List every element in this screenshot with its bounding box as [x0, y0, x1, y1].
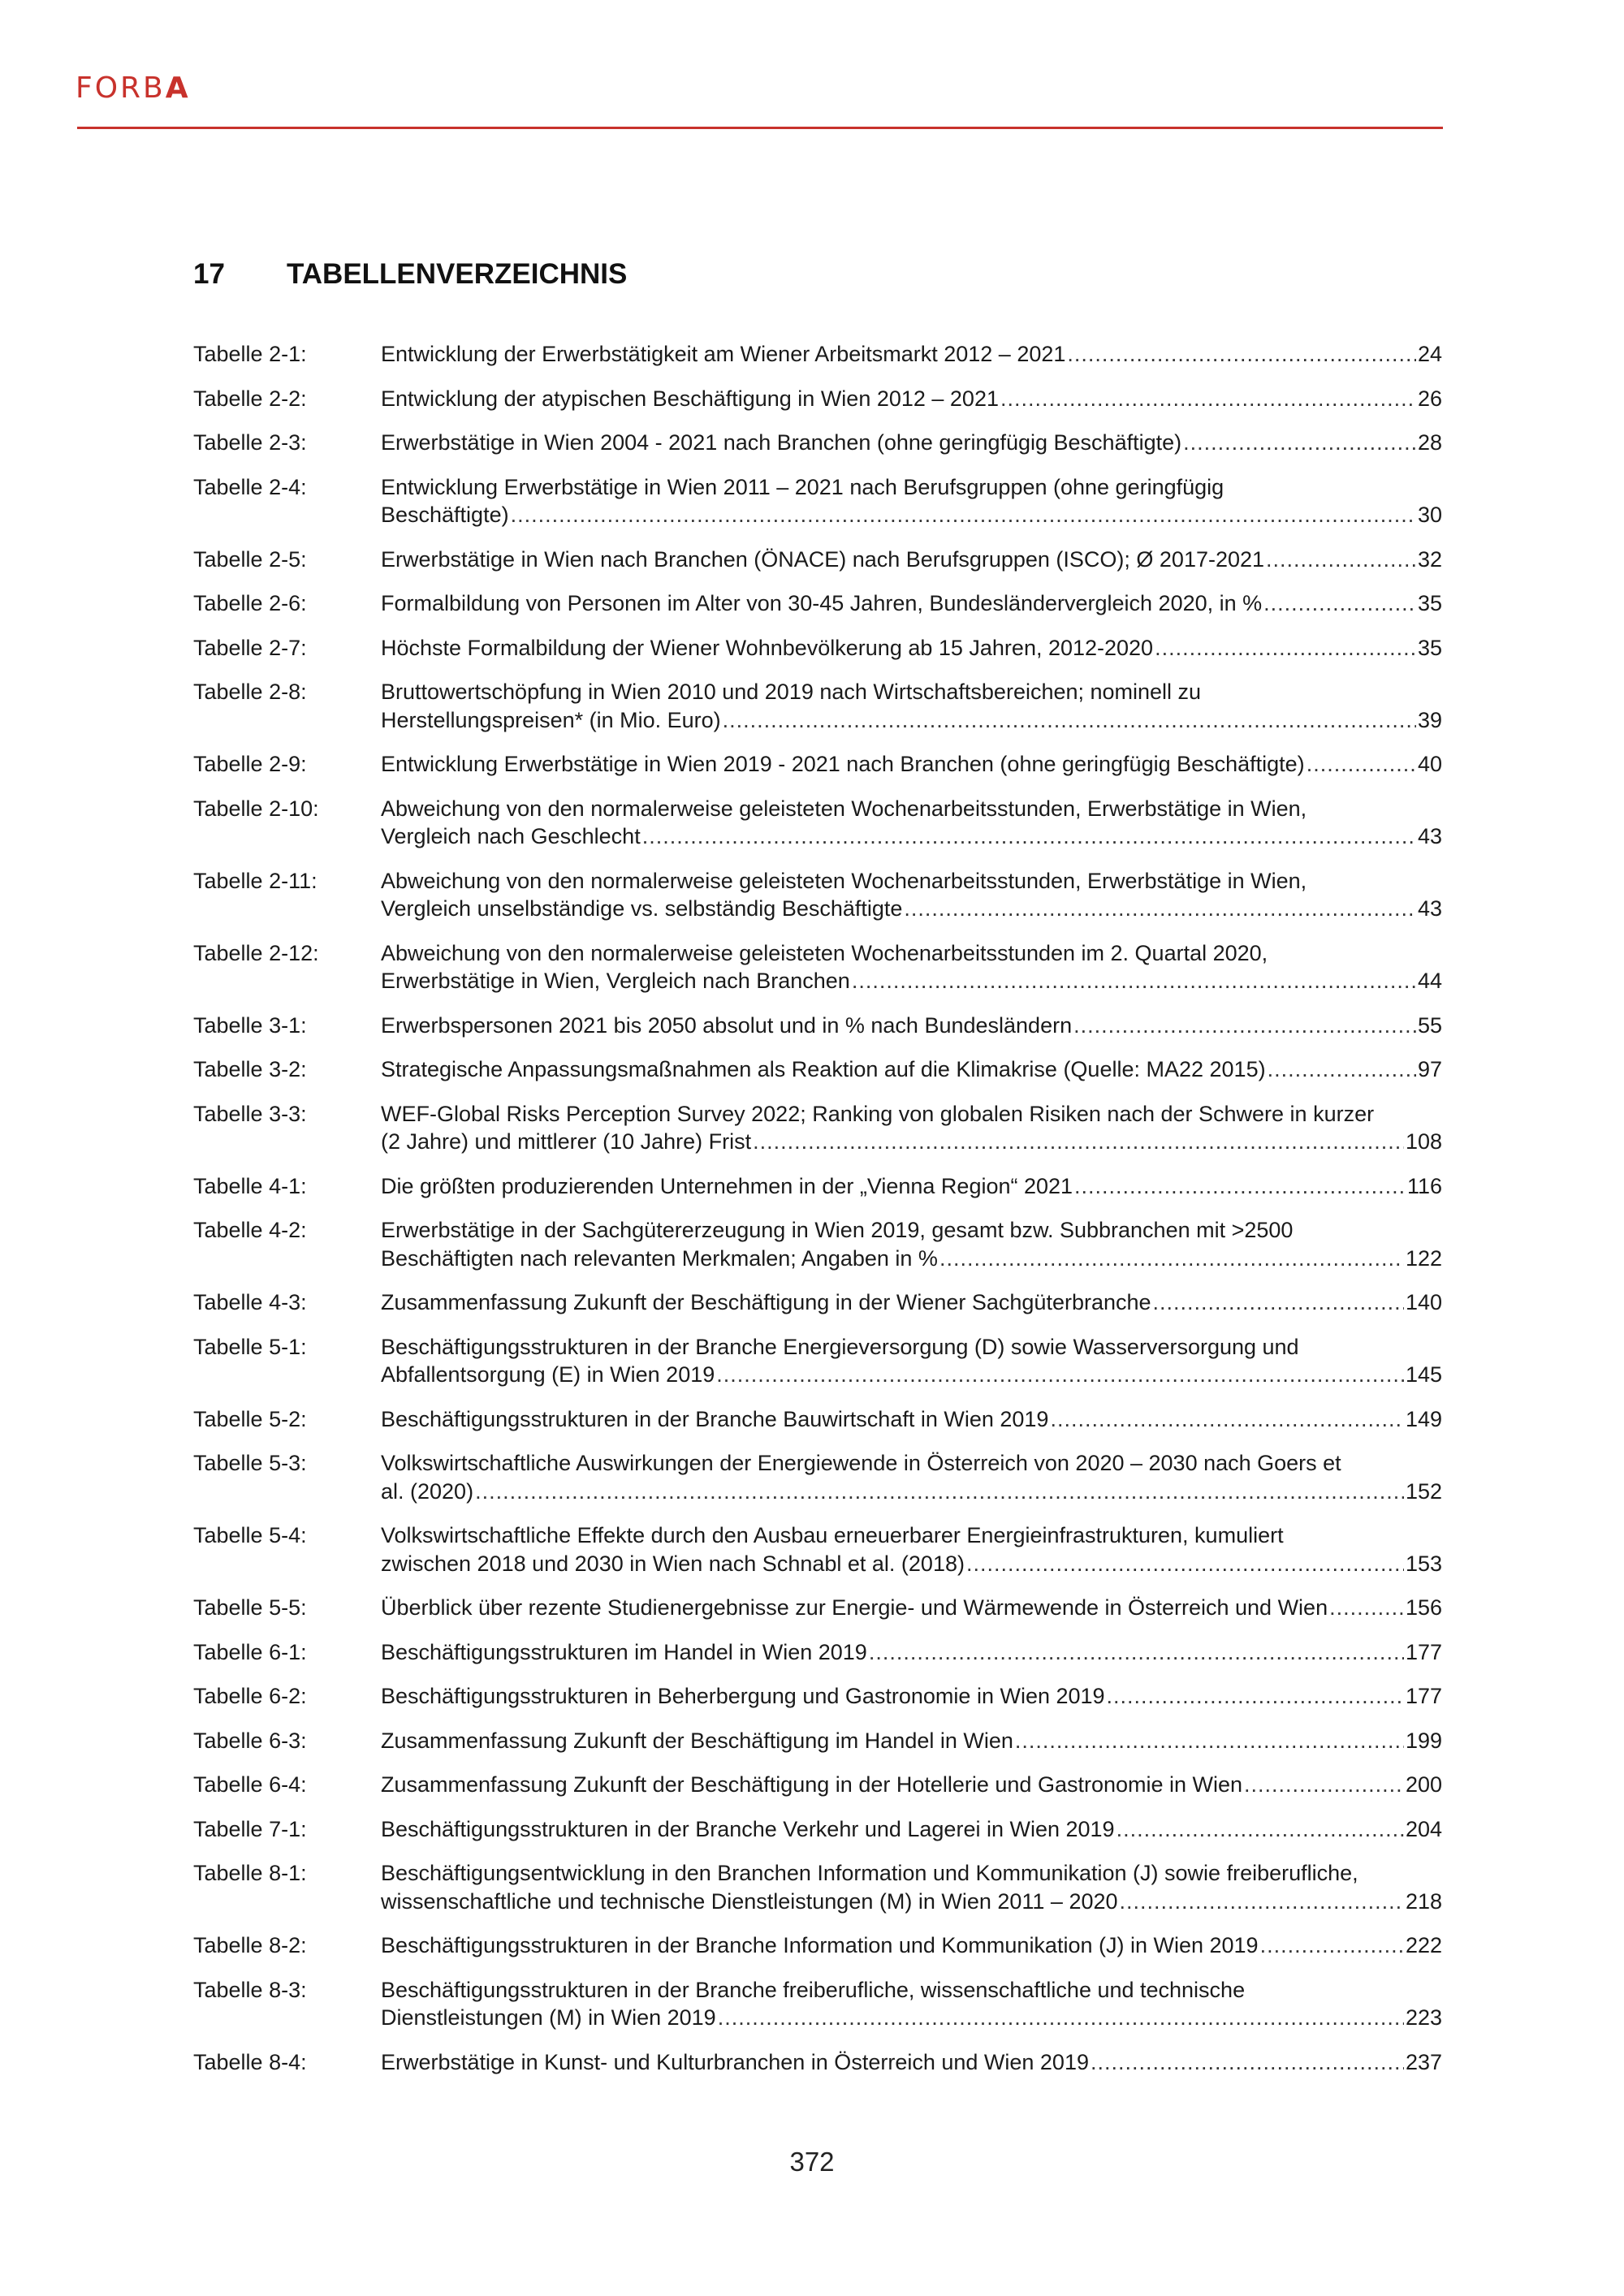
toc-entry-page[interactable]: 40 — [1417, 752, 1442, 776]
dot-leader — [1153, 1288, 1404, 1317]
toc-entry-page[interactable]: 149 — [1405, 1406, 1442, 1431]
toc-entry[interactable] — [193, 589, 1442, 618]
toc-entry-label: Tabelle 5-2: — [193, 1406, 307, 1431]
toc-entry-page[interactable]: 152 — [1405, 1478, 1442, 1504]
toc-entry[interactable] — [193, 1055, 1442, 1084]
toc-entry-title: al. (2020) — [381, 1478, 474, 1504]
toc-entry-body — [381, 429, 1442, 457]
dot-leader — [1015, 1727, 1404, 1755]
toc-entry-line — [381, 501, 1442, 529]
toc-entry-label: Tabelle 7-1: — [193, 1816, 307, 1841]
toc-entry[interactable] — [193, 1727, 1442, 1755]
toc-entry-line — [381, 822, 1442, 851]
toc-entry-page[interactable]: 32 — [1417, 546, 1442, 572]
toc-entry-label: Tabelle 5-1: — [193, 1334, 307, 1359]
toc-entry-page[interactable]: 35 — [1417, 635, 1442, 660]
toc-entry-line — [381, 1550, 1442, 1578]
toc-entry-label: Tabelle 8-2: — [193, 1933, 307, 1957]
toc-entry[interactable] — [193, 1521, 1442, 1577]
toc-entry-title: Beschäftigungsstrukturen in der Branche Verkehr und Lagerei in Wien 2019 — [381, 1816, 1115, 1841]
toc-entry-title: Vergleich nach Geschlecht — [381, 824, 641, 848]
toc-entry-label: Tabelle 2-3: — [193, 430, 307, 455]
toc-entry-title: Zusammenfassung Zukunft der Beschäftigung in der Hotellerie und Gastronomie in Wien — [381, 1772, 1243, 1797]
toc-entry-line — [381, 750, 1442, 779]
toc-entry[interactable] — [193, 1100, 1442, 1156]
toc-entry[interactable] — [193, 867, 1442, 923]
toc-entry-title: Volkswirtschaftliche Auswirkungen der Energiewende in Österreich von 2020 – 2030 nach Goers et — [381, 1451, 1341, 1475]
toc-entry-label: Tabelle 6-4: — [193, 1772, 307, 1797]
toc-entry[interactable] — [193, 1859, 1442, 1915]
toc-entry[interactable] — [193, 1216, 1442, 1272]
dot-leader — [1120, 1888, 1404, 1916]
toc-entry[interactable] — [193, 385, 1442, 413]
toc-entry-line — [381, 1128, 1442, 1156]
toc-entry[interactable] — [193, 1172, 1442, 1201]
toc-entry-title: Beschäftigungsstrukturen in der Branche Bauwirtschaft in Wien 2019 — [381, 1406, 1049, 1431]
toc-entry-page[interactable]: 140 — [1405, 1290, 1442, 1314]
page-number: 372 — [789, 2147, 835, 2177]
toc-entry-body — [381, 1288, 1442, 1317]
toc-entry-title: Volkswirtschaftliche Effekte durch den Ausbau erneuerbarer Energieinfrastrukturen, kumuliert — [381, 1523, 1284, 1547]
toc-entry[interactable] — [193, 2048, 1442, 2077]
toc-entry-body — [381, 1055, 1442, 1084]
toc-entry-page[interactable]: 28 — [1417, 430, 1442, 455]
dot-leader — [475, 1478, 1404, 1506]
toc-entry-title: Abweichung von den normalerweise geleisteten Wochenarbeitsstunden, Erwerbstätige in Wien, — [381, 868, 1307, 893]
toc-entry-page[interactable]: 145 — [1405, 1362, 1442, 1387]
toc-entry-line — [381, 867, 1442, 896]
toc-entry-body — [381, 1771, 1442, 1799]
toc-entry-body — [381, 1216, 1442, 1272]
toc-entry-title: Zusammenfassung Zukunft der Beschäftigung in der Wiener Sachgüterbranche — [381, 1290, 1151, 1314]
toc-entry-title: Entwicklung Erwerbstätige in Wien 2011 – 2021 nach Berufsgruppen (ohne geringfügig — [381, 474, 1224, 499]
toc-entry-page[interactable]: 35 — [1417, 591, 1442, 615]
toc-entry-line — [381, 1682, 1442, 1711]
toc-entry-body — [381, 1815, 1442, 1844]
toc-entry[interactable] — [193, 1638, 1442, 1667]
dot-leader — [1260, 1931, 1404, 1960]
toc-entry-title: Beschäftigungsstrukturen im Handel in Wien 2019 — [381, 1639, 867, 1664]
dot-leader — [1074, 1172, 1406, 1201]
toc-entry-label: Tabelle 2-6: — [193, 591, 307, 615]
toc-entry-line — [381, 1172, 1442, 1201]
toc-entry-label: Tabelle 5-5: — [193, 1595, 307, 1620]
toc-entry-body — [381, 1594, 1442, 1622]
dot-leader — [1000, 385, 1416, 413]
toc-entry-page[interactable]: 237 — [1405, 2049, 1442, 2074]
toc-entry-label: Tabelle 2-7: — [193, 635, 307, 660]
toc-entry-body — [381, 1100, 1442, 1156]
toc-entry-line — [381, 678, 1442, 706]
toc-entry-title: Entwicklung der Erwerbstätigkeit am Wiener Arbeitsmarkt 2012 – 2021 — [381, 342, 1066, 366]
toc-entry-body — [381, 385, 1442, 413]
toc-entry-line — [381, 1859, 1442, 1888]
dot-leader — [1116, 1815, 1404, 1844]
toc-entry-line — [381, 895, 1442, 923]
toc-entry-title: (2 Jahre) und mittlerer (10 Jahre) Frist — [381, 1129, 752, 1154]
toc-entry-label: Tabelle 3-3: — [193, 1101, 307, 1126]
toc-entry-line — [381, 429, 1442, 457]
toc-entry-title: Bruttowertschöpfung in Wien 2010 und 2019 nach Wirtschaftsbereichen; nominell zu — [381, 680, 1202, 704]
toc-entry-title: Entwicklung Erwerbstätige in Wien 2019 - 2021 nach Branchen (ohne geringfügig Beschäftigte) — [381, 752, 1305, 776]
toc-entry[interactable] — [193, 1333, 1442, 1389]
toc-entry-page[interactable]: 108 — [1405, 1129, 1442, 1154]
dot-leader — [1268, 1055, 1416, 1084]
toc-entry-title: Beschäftigungsstrukturen in der Branche Information und Kommunikation (J) in Wien 2019 — [381, 1933, 1259, 1957]
toc-entry-page[interactable]: 43 — [1417, 824, 1442, 848]
toc-entry[interactable] — [193, 473, 1442, 529]
toc-entry-title: Erwerbstätige in Kunst- und Kulturbranchen in Österreich und Wien 2019 — [381, 2049, 1089, 2074]
header-divider — [77, 127, 1443, 129]
toc-entry[interactable] — [193, 939, 1442, 995]
toc-entry-page[interactable]: 116 — [1406, 1173, 1442, 1198]
toc-entry[interactable] — [193, 1405, 1442, 1434]
dot-leader — [939, 1245, 1404, 1273]
toc-entry-line — [381, 546, 1442, 574]
toc-entry-line — [381, 1449, 1442, 1478]
toc-entry-line — [381, 1478, 1442, 1506]
toc-entry-line — [381, 1638, 1442, 1667]
dot-leader — [1183, 429, 1416, 457]
toc-entry-line — [381, 1931, 1442, 1960]
toc-entry[interactable] — [193, 750, 1442, 779]
toc-entry[interactable] — [193, 1976, 1442, 2032]
dot-leader — [1266, 546, 1416, 574]
toc-entry-body — [381, 1727, 1442, 1755]
dot-leader — [723, 706, 1416, 735]
toc-entry[interactable] — [193, 1771, 1442, 1799]
toc-entry-title: Beschäftigungsstrukturen in der Branche freiberufliche, wissenschaftliche und technische — [381, 1977, 1246, 2002]
toc-entry-body — [381, 1521, 1442, 1577]
toc-entry-title: Die größten produzierenden Unternehmen in der „Vienna Region“ 2021 — [381, 1173, 1073, 1198]
toc-entry-title: Beschäftigungsstrukturen in Beherbergung und Gastronomie in Wien 2019 — [381, 1684, 1105, 1708]
toc-entry-body — [381, 1682, 1442, 1711]
toc-entry-title: Entwicklung der atypischen Beschäftigung in Wien 2012 – 2021 — [381, 386, 999, 411]
toc-entry[interactable] — [193, 1815, 1442, 1844]
toc-entry-body — [381, 1333, 1442, 1389]
toc-entry-line — [381, 1521, 1442, 1550]
toc-entry-body — [381, 678, 1442, 734]
toc-entry-label: Tabelle 2-4: — [193, 474, 307, 499]
toc-entry-page[interactable]: 222 — [1405, 1933, 1442, 1957]
table-of-tables — [193, 340, 1442, 2092]
toc-entry-label: Tabelle 4-2: — [193, 1218, 307, 1242]
section-title: TABELLENVERZEICHNIS — [287, 258, 628, 290]
toc-entry-body — [381, 473, 1442, 529]
toc-entry-label: Tabelle 6-2: — [193, 1684, 307, 1708]
toc-entry-title: Überblick über rezente Studienergebnisse zur Energie- und Wärmewende in Österreich und Wien — [381, 1595, 1328, 1620]
toc-entry-page[interactable]: 199 — [1405, 1728, 1442, 1753]
toc-entry-page[interactable]: 39 — [1417, 707, 1442, 732]
toc-entry-label: Tabelle 4-1: — [193, 1173, 307, 1198]
logo-text: FORB — [76, 71, 166, 105]
toc-entry-title: Abweichung von den normalerweise geleisteten Wochenarbeitsstunden im 2. Quartal 2020, — [381, 940, 1268, 965]
toc-entry-title: Beschäftigungsstrukturen in der Branche Energieversorgung (D) sowie Wasserversorgung und — [381, 1334, 1299, 1359]
toc-entry[interactable] — [193, 1449, 1442, 1505]
toc-entry-label: Tabelle 8-1: — [193, 1861, 307, 1885]
page-title — [193, 258, 627, 291]
toc-entry-page[interactable]: 43 — [1417, 896, 1442, 921]
dot-leader — [852, 967, 1416, 995]
toc-entry-label: Tabelle 2-5: — [193, 546, 307, 572]
toc-entry-label: Tabelle 2-12: — [193, 940, 319, 965]
toc-entry-line — [381, 795, 1442, 823]
toc-entry-page[interactable]: 97 — [1417, 1057, 1442, 1081]
toc-entry-line — [381, 1012, 1442, 1040]
toc-entry-line — [381, 340, 1442, 369]
toc-entry-line — [381, 1333, 1442, 1362]
toc-entry-title: Beschäftigten nach relevanten Merkmalen; Angaben in % — [381, 1245, 938, 1271]
toc-entry-page[interactable]: 26 — [1417, 386, 1442, 411]
dot-leader — [1155, 634, 1416, 662]
toc-entry-label: Tabelle 3-1: — [193, 1012, 307, 1038]
toc-entry-body — [381, 1449, 1442, 1505]
toc-entry-label: Tabelle 2-8: — [193, 680, 307, 704]
toc-entry-body — [381, 1931, 1442, 1960]
toc-entry[interactable] — [193, 340, 1442, 369]
toc-entry[interactable] — [193, 429, 1442, 457]
toc-entry[interactable] — [193, 1931, 1442, 1960]
toc-entry-body — [381, 1405, 1442, 1434]
toc-entry-title: Vergleich unselbständige vs. selbständig Beschäftigte — [381, 896, 903, 921]
toc-entry-line — [381, 939, 1442, 968]
toc-entry[interactable] — [193, 678, 1442, 734]
toc-entry-body — [381, 340, 1442, 369]
toc-entry-label: Tabelle 5-3: — [193, 1451, 307, 1475]
toc-entry-page[interactable]: 204 — [1405, 1816, 1442, 1841]
toc-entry-line — [381, 385, 1442, 413]
toc-entry-page[interactable]: 55 — [1417, 1012, 1442, 1038]
toc-entry-title: Erwerbstätige in der Sachgütererzeugung in Wien 2019, gesamt bzw. Subbranchen mit >2500 — [381, 1218, 1294, 1242]
dot-leader — [966, 1550, 1404, 1578]
toc-entry-label: Tabelle 3-2: — [193, 1057, 307, 1081]
dot-leader — [1073, 1012, 1416, 1040]
toc-entry-title: Strategische Anpassungsmaßnahmen als Reaktion auf die Klimakrise (Quelle: MA22 2015) — [381, 1057, 1266, 1081]
toc-entry-line — [381, 1361, 1442, 1389]
section-number: 17 — [193, 258, 225, 290]
toc-entry-label: Tabelle 8-3: — [193, 1977, 307, 2002]
dot-leader — [1091, 2048, 1404, 2077]
toc-entry-body — [381, 546, 1442, 574]
toc-entry-title: Erwerbstätige in Wien 2004 - 2021 nach Branchen (ohne geringfügig Beschäftigte) — [381, 430, 1182, 455]
toc-entry-body — [381, 1012, 1442, 1040]
toc-entry-page[interactable]: 30 — [1417, 503, 1442, 527]
toc-entry-body — [381, 2048, 1442, 2077]
toc-entry-label: Tabelle 5-4: — [193, 1523, 307, 1547]
toc-entry-body — [381, 589, 1442, 618]
toc-entry-title: Herstellungspreisen* (in Mio. Euro) — [381, 707, 721, 732]
toc-entry-body — [381, 1638, 1442, 1667]
toc-entry-title: Zusammenfassung Zukunft der Beschäftigung im Handel in Wien — [381, 1728, 1013, 1753]
toc-entry-label: Tabelle 4-3: — [193, 1290, 307, 1314]
toc-entry-page[interactable]: 44 — [1417, 969, 1442, 993]
toc-entry-line — [381, 2004, 1442, 2032]
dot-leader — [1263, 589, 1416, 618]
toc-entry-body — [381, 939, 1442, 995]
toc-entry-body — [381, 1976, 1442, 2032]
dot-leader — [1244, 1771, 1404, 1799]
toc-entry[interactable] — [193, 1594, 1442, 1622]
toc-entry-line — [381, 1245, 1442, 1273]
toc-entry[interactable] — [193, 1012, 1442, 1040]
toc-entry-line — [381, 1405, 1442, 1434]
toc-entry-page[interactable]: 24 — [1417, 342, 1442, 366]
dot-leader — [716, 1361, 1404, 1389]
toc-entry-line — [381, 1888, 1442, 1916]
toc-entry-title: zwischen 2018 und 2030 in Wien nach Schnabl et al. (2018) — [381, 1551, 965, 1576]
toc-entry-label: Tabelle 2-11: — [193, 868, 317, 893]
toc-entry-line — [381, 1771, 1442, 1799]
toc-entry-body — [381, 750, 1442, 779]
toc-entry-body — [381, 634, 1442, 662]
toc-entry[interactable] — [193, 1288, 1442, 1317]
toc-entry[interactable] — [193, 795, 1442, 851]
toc-entry-line — [381, 634, 1442, 662]
toc-entry-title: Erwerbstätige in Wien nach Branchen (ÖNACE) nach Berufsgruppen (ISCO); Ø 2017-2021 — [381, 546, 1265, 572]
toc-entry-page[interactable]: 218 — [1405, 1888, 1442, 1914]
toc-entry-line — [381, 1594, 1442, 1622]
dot-leader — [904, 895, 1416, 923]
toc-entry-line — [381, 473, 1442, 502]
toc-entry-label: Tabelle 2-9: — [193, 752, 307, 776]
dot-leader — [511, 501, 1416, 529]
dot-leader — [1329, 1594, 1404, 1622]
dot-leader — [869, 1638, 1404, 1667]
toc-entry-body — [381, 1172, 1442, 1201]
toc-entry-line — [381, 589, 1442, 618]
toc-entry-body — [381, 1859, 1442, 1915]
toc-entry-line — [381, 1100, 1442, 1129]
toc-entry-label: Tabelle 2-1: — [193, 342, 307, 366]
toc-entry-page[interactable]: 200 — [1405, 1772, 1442, 1797]
toc-entry-title: Erwerbspersonen 2021 bis 2050 absolut und in % nach Bundesländern — [381, 1012, 1073, 1038]
toc-entry-title: Höchste Formalbildung der Wiener Wohnbevölkerung ab 15 Jahren, 2012-2020 — [381, 635, 1154, 660]
toc-entry[interactable] — [193, 634, 1442, 662]
toc-entry-title: Beschäftigte) — [381, 503, 509, 527]
toc-entry-line — [381, 1976, 1442, 2005]
toc-entry-line — [381, 706, 1442, 735]
toc-entry-line — [381, 1815, 1442, 1844]
toc-entry-label: Tabelle 2-2: — [193, 386, 307, 411]
dot-leader — [1050, 1405, 1403, 1434]
toc-entry-label: Tabelle 6-3: — [193, 1728, 307, 1753]
toc-entry-title: Dienstleistungen (M) in Wien 2019 — [381, 2005, 716, 2030]
toc-entry-line — [381, 1055, 1442, 1084]
toc-entry-page[interactable]: 122 — [1405, 1245, 1442, 1271]
toc-entry-body — [381, 795, 1442, 851]
toc-entry-title: Formalbildung von Personen im Alter von 30-45 Jahren, Bundesländervergleich 2020, in % — [381, 591, 1263, 615]
toc-entry-title: Abweichung von den normalerweise geleisteten Wochenarbeitsstunden, Erwerbstätige in Wien, — [381, 796, 1307, 821]
logo-text-accent: A — [165, 71, 191, 105]
toc-entry-page[interactable]: 223 — [1405, 2005, 1442, 2030]
toc-entry-line — [381, 1727, 1442, 1755]
dot-leader — [1307, 750, 1416, 779]
dot-leader — [1107, 1682, 1404, 1711]
forba-logo — [76, 71, 191, 105]
toc-entry-title: WEF-Global Risks Perception Survey 2022; Ranking von globalen Risiken nach der Schwere in kurzer — [381, 1101, 1375, 1126]
toc-entry-title: Erwerbstätige in Wien, Vergleich nach Branchen — [381, 969, 850, 993]
dot-leader — [1067, 340, 1416, 369]
toc-entry-line — [381, 1216, 1442, 1245]
toc-entry-title: Beschäftigungsentwicklung in den Branchen Information und Kommunikation (J) sowie freiberufliche, — [381, 1861, 1358, 1885]
toc-entry-body — [381, 867, 1442, 923]
toc-entry[interactable] — [193, 546, 1442, 574]
toc-entry-page[interactable]: 177 — [1405, 1639, 1442, 1664]
toc-entry-line — [381, 967, 1442, 995]
toc-entry-line — [381, 1288, 1442, 1317]
dot-leader — [718, 2004, 1404, 2032]
dot-leader — [753, 1128, 1404, 1156]
toc-entry-label: Tabelle 8-4: — [193, 2049, 307, 2074]
toc-entry-label: Tabelle 6-1: — [193, 1639, 307, 1664]
toc-entry-label: Tabelle 2-10: — [193, 796, 319, 821]
toc-entry-page[interactable]: 156 — [1405, 1595, 1442, 1620]
toc-entry-page[interactable]: 177 — [1405, 1684, 1442, 1708]
toc-entry[interactable] — [193, 1682, 1442, 1711]
toc-entry-line — [381, 2048, 1442, 2077]
toc-entry-title: wissenschaftliche und technische Dienstleistungen (M) in Wien 2011 – 2020 — [381, 1888, 1118, 1914]
toc-entry-title: Abfallentsorgung (E) in Wien 2019 — [381, 1362, 715, 1387]
toc-entry-page[interactable]: 153 — [1405, 1551, 1442, 1576]
dot-leader — [642, 822, 1416, 851]
